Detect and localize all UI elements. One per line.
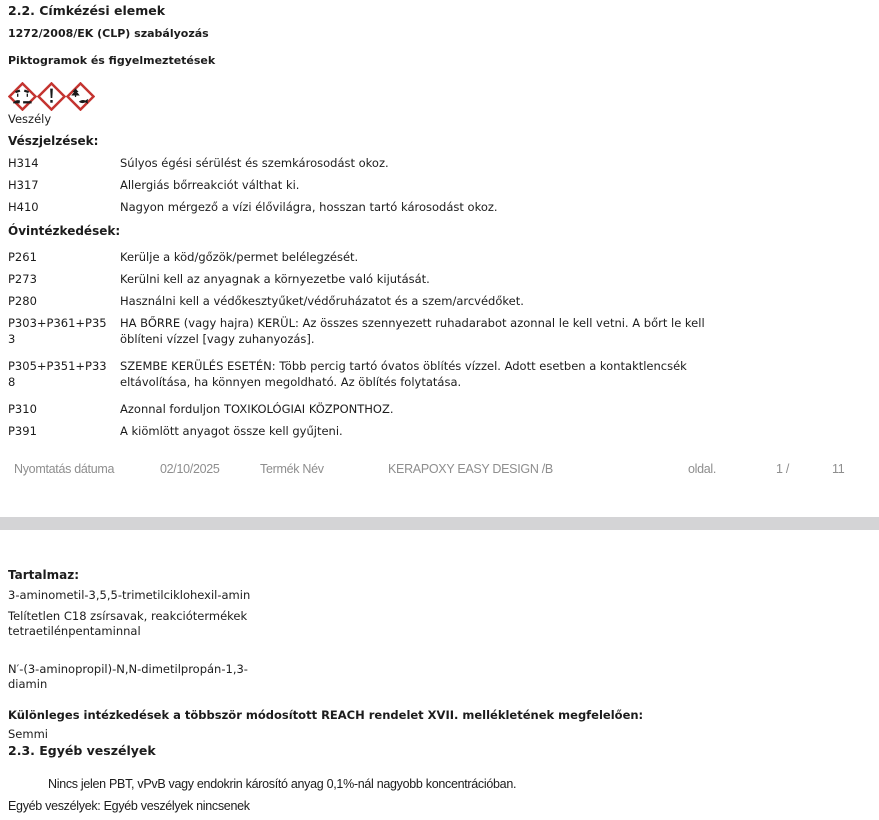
pictograms-heading: Piktogramok és figyelmeztetések xyxy=(8,54,216,67)
precaution-text: SZEMBE KERÜLÉS ESETÉN: Több percig tartó óvatos öblítés vízzel. Adott esetben a kontaktlencsék eltávolítása, ha könnyen megoldható. Az öblítés folytatása. xyxy=(120,359,687,389)
print-date-value: 02/10/2025 xyxy=(160,462,220,476)
precaution-row xyxy=(8,249,871,265)
precautionary-statements-heading: Óvintézkedések: xyxy=(8,224,121,238)
contains-item: N′-(3-aminopropil)-N,N-dimetilpropán-1,3-diamin xyxy=(8,662,248,691)
print-date-label: Nyomtatás dátuma xyxy=(14,462,115,476)
ghs07-exclamation-icon xyxy=(37,82,66,111)
signal-word: Veszély xyxy=(8,112,52,126)
ghs-pictogram-row xyxy=(8,82,871,111)
clp-regulation-heading: 1272/2008/EK (CLP) szabályozás xyxy=(8,27,209,40)
product-name-value: KERAPOXY EASY DESIGN /B xyxy=(388,462,553,476)
precaution-text: Kerülni kell az anyagnak a környezetbe való kijutását. xyxy=(120,272,430,286)
precaution-row xyxy=(8,293,871,309)
precaution-text: Kerülje a köd/gőzök/permet belélegzését. xyxy=(120,250,359,264)
hazard-row xyxy=(8,199,871,215)
product-name-label: Termék Név xyxy=(260,462,324,476)
hazard-text: Súlyos égési sérülést és szemkárosodást okoz. xyxy=(120,156,389,170)
hazard-text: Allergiás bőrreakciót válthat ki. xyxy=(120,178,300,192)
precaution-text: HA BŐRRE (vagy hajra) KERÜL: Az összes szennyezett ruhadarabot azonnal le kell vetni. A bőrt le kell öblíteni vízzel [vagy zuhanyozás]. xyxy=(120,316,705,346)
precaution-code: P280 xyxy=(8,294,37,308)
hazard-row xyxy=(8,177,871,193)
precaution-text: A kiömlött anyagot össze kell gyűjteni. xyxy=(120,424,343,438)
precaution-code: P310 xyxy=(8,402,37,416)
precaution-code: P305+P351+P338 xyxy=(8,359,107,389)
page-number-label: oldal. xyxy=(688,462,717,476)
precaution-row xyxy=(8,358,871,390)
pbt-statement: Nincs jelen PBT, vPvB vagy endokrin károsító anyag 0,1%-nál nagyobb koncentrációban. xyxy=(48,777,517,791)
contains-item: Telítetlen C18 zsírsavak, reakciótermékek tetraetilénpentaminnal xyxy=(8,609,248,638)
hazard-statements-heading: Vészjelzések: xyxy=(8,134,99,148)
precaution-row xyxy=(8,423,871,439)
hazard-code: H314 xyxy=(8,156,39,170)
precaution-text: Használni kell a védőkesztyűket/védőruházatot és a szem/arcvédőket. xyxy=(120,294,524,308)
hazard-code: H317 xyxy=(8,178,39,192)
reach-restrictions-value: Semmi xyxy=(8,727,48,741)
precaution-row xyxy=(8,271,871,287)
hazard-statements-list xyxy=(8,155,871,215)
precaution-code: P261 xyxy=(8,250,37,264)
contains-item: 3-aminometil-3,5,5-trimetilciklohexil-amin xyxy=(8,588,251,602)
page-number-total: 11 xyxy=(832,462,845,476)
section-2-3-title: 2.3. Egyéb veszélyek xyxy=(8,743,156,758)
precaution-code: P391 xyxy=(8,424,37,438)
page-footer xyxy=(0,461,879,477)
hazard-text: Nagyon mérgező a vízi élővilágra, hosszan tartó károsodást okoz. xyxy=(120,200,498,214)
precaution-code: P273 xyxy=(8,272,37,286)
section-2-2-title: 2.2. Címkézési elemek xyxy=(8,3,166,18)
page-number-current: 1 / xyxy=(776,462,789,476)
reach-restrictions-heading: Különleges intézkedések a többször módosított REACH rendelet XVII. mellékletének megfelelően: xyxy=(8,708,644,722)
hazard-code: H410 xyxy=(8,200,39,214)
ghs09-environment-icon xyxy=(66,82,95,111)
contains-heading: Tartalmaz: xyxy=(8,568,79,582)
precaution-code: P303+P361+P353 xyxy=(8,316,107,346)
hazard-row xyxy=(8,155,871,171)
precaution-text: Azonnal forduljon TOXIKOLÓGIAI KÖZPONTHOZ. xyxy=(120,402,394,416)
precaution-row xyxy=(8,401,871,417)
precautionary-statements-list xyxy=(8,249,871,439)
ghs05-corrosion-icon xyxy=(8,82,37,111)
precaution-row xyxy=(8,315,871,347)
other-hazards-statement: Egyéb veszélyek: Egyéb veszélyek nincsenek xyxy=(8,799,250,813)
page-break-divider xyxy=(0,517,879,530)
